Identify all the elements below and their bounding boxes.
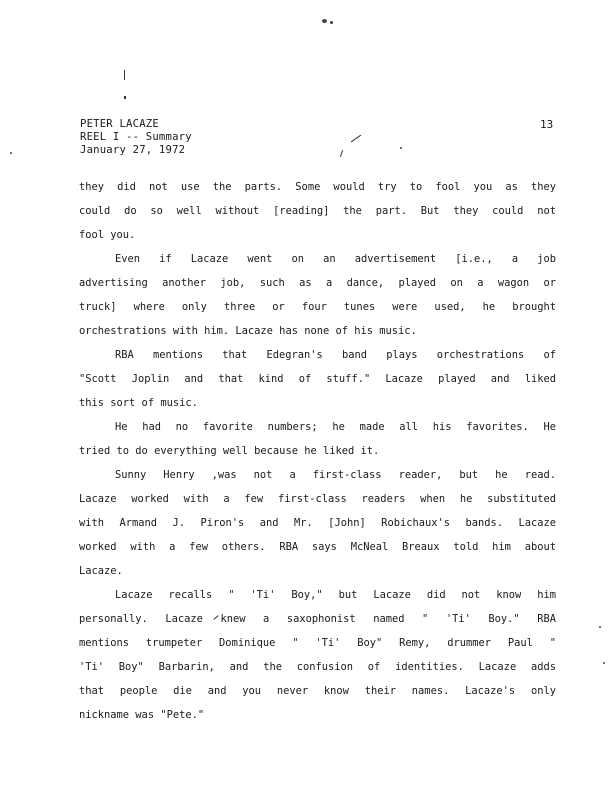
- text-line: that people die and you never know their names. Lacaze's only: [79, 685, 556, 697]
- text-line: truck] where only three or four tunes were used, he brought: [79, 301, 556, 313]
- scan-artifact: [340, 150, 343, 157]
- scan-artifact: [351, 135, 361, 143]
- scan-artifact: [322, 19, 327, 23]
- reel-label: REEL I -- Summary: [80, 131, 192, 143]
- text-line: advertising another job, such as a dance, played on a wagon or: [79, 277, 556, 289]
- text-line: He had no favorite numbers; he made all his favorites. He: [115, 421, 556, 433]
- text-line: mentions trumpeter Dominique " 'Ti' Boy" Remy, drummer Paul ": [79, 637, 556, 649]
- text-line: Even if Lacaze went on an advertisement [i.e., a job: [115, 253, 556, 265]
- text-line: fool you.: [79, 229, 136, 241]
- text-line: Lacaze recalls " 'Ti' Boy," but Lacaze did not know him: [115, 589, 556, 601]
- scan-artifact: [124, 70, 125, 80]
- text-line: they did not use the parts. Some would try to fool you as they: [79, 181, 556, 193]
- scan-artifact: [10, 152, 12, 154]
- text-line: 'Ti' Boy" Barbarin, and the confusion of identities. Lacaze adds: [79, 661, 556, 673]
- scan-artifact: [603, 662, 605, 664]
- interviewee-name: PETER LACAZE: [80, 118, 159, 130]
- text-line: "Scott Joplin and that kind of stuff." Lacaze played and liked: [79, 373, 556, 385]
- page-number: 13: [540, 118, 554, 131]
- text-line: Lacaze worked with a few first-class readers when he substituted: [79, 493, 556, 505]
- text-line: Lacaze.: [79, 565, 123, 577]
- text-line: orchestrations with him. Lacaze has none of his music.: [79, 325, 417, 337]
- text-line: this sort of music.: [79, 397, 198, 409]
- text-line: nickname was "Pete.": [79, 709, 205, 721]
- text-line: Sunny Henry ,was not a first-class reader, but he read.: [115, 469, 556, 481]
- text-line: with Armand J. Piron's and Mr. [John] Robichaux's bands. Lacaze: [79, 517, 556, 529]
- scan-artifact: [330, 21, 333, 24]
- text-line: could do so well without [reading] the part. But they could not: [79, 205, 556, 217]
- text-line: worked with a few others. RBA says McNeal Breaux told him about: [79, 541, 556, 553]
- scan-artifact: [599, 626, 601, 628]
- scan-artifact: [124, 96, 126, 99]
- interview-date: January 27, 1972: [80, 144, 186, 156]
- text-line: RBA mentions that Edegran's band plays orchestrations of: [115, 349, 556, 361]
- text-line: personally. Lacaze knew a saxophonist named " 'Ti' Boy." RBA: [79, 613, 556, 625]
- text-line: tried to do everything well because he liked it.: [79, 445, 380, 457]
- scan-artifact: [400, 147, 402, 149]
